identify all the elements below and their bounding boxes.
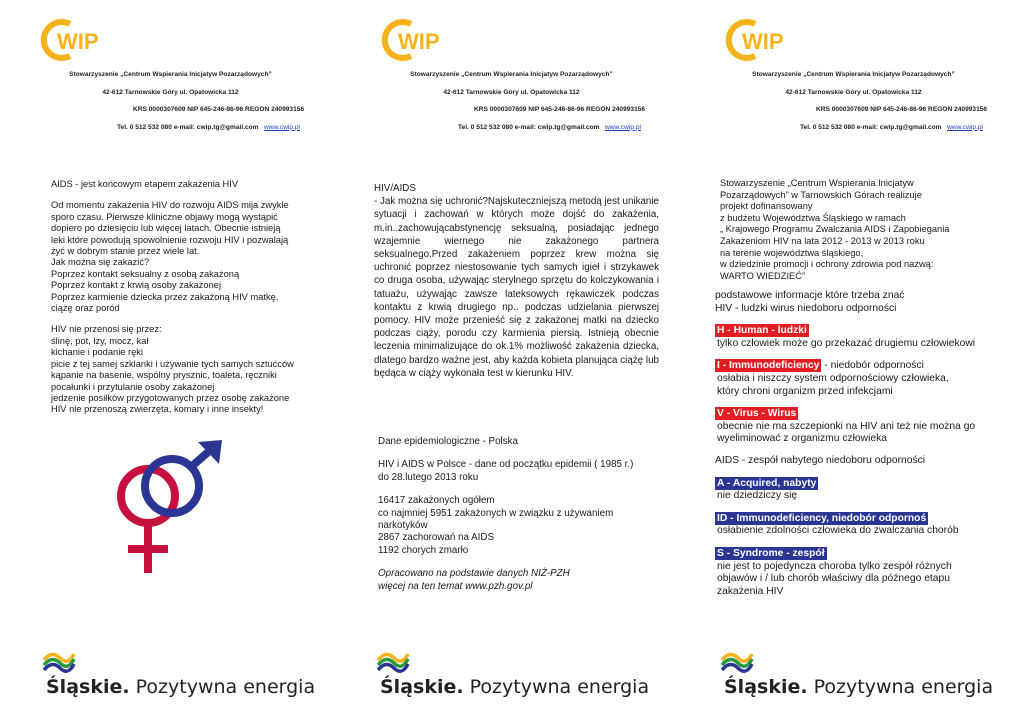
label-v: V - Virus - Wirus [717,408,797,420]
epi-title: Dane epidemiologiczne - Polska [378,436,518,447]
website-link[interactable]: www.cwip.pl [947,123,983,131]
org-address: 42-612 Tarnowskie Góry ul. Opatowicka 112 [443,88,580,96]
org-contact: Tel. 0 512 532 080 e-mail: cwip.tg@gmail.com [800,123,942,131]
hiv-facts-text [51,179,313,416]
glossary-h: H - Human - ludzki tylko człowiek może go przekazać drugiemu człowiekowi [717,325,976,349]
slaskie-emblem-icon [374,640,410,676]
panel-2 [341,0,682,725]
glossary-lead: podstawowe informacje które trzeba znać HIV - ludzki wirus niedoboru odporności [715,290,905,314]
glossary-s: S - Syndrome - zespół nie jest to pojedyncza choroba tylko zespół różnych objawów i / lub chorób właściwy dla późnego etapu zakażenia HIV [717,547,952,597]
project-intro: Stowarzyszenie „Centrum Wspierania Inicjatyw Pozarządowych” w Tarnowskich Górach realizuje projekt dofinansowany z budżetu Województwa Śląskiego w ramach „ Krajowego Programu Zwalczania AIDS i Zapobiegania Zakażeniom HIV na lata 2012 - 2013 w 2013 roku na terenie województwa śląskiego, w dziedzinie promocji i ochrony zdrowia pod nazwą: WARTO WIEDZIEĆ” [720,178,950,281]
label-s: S - Syndrome - zespół [717,547,825,559]
cwip-logo [40,18,120,62]
org-contact: Tel. 0 512 532 080 e-mail: cwip.tg@gmail.com [458,123,600,131]
svg-text:WIP: WIP [742,29,784,54]
org-contact: Tel. 0 512 532 080 e-mail: cwip.tg@gmail.com [117,123,259,131]
cwip-logo [725,18,805,62]
glossary-v: V - Virus - Wirus obecnie nie ma szczepionki na HIV ani też nie można go wyeliminować z organizmu człowieka [717,408,976,445]
cwip-logo [381,18,461,62]
gender-symbols-icon [112,440,232,580]
aids-intro: AIDS - jest końcowym etapem zakażenia HIV [51,179,239,189]
label-id: ID - Immunodeficiency, niedobór odpornoś [717,512,927,524]
epi-source: Opracowano na podstawie danych NIŻ-PZH więcej na ten temat www.pzh.gov.pl [378,568,570,592]
prevention-text [374,182,659,380]
slaskie-emblem-icon [718,640,754,676]
org-name: Stowarzyszenie „Centrum Wspierania Inicjatyw Pozarządowych” [410,71,613,78]
org-name: Stowarzyszenie „Centrum Wspierania Inicjatyw Pozarządowych” [69,71,272,78]
epidemiology-text [378,436,678,593]
glossary-a: A - Acquired, nabyty nie dziedziczy się [717,477,817,502]
org-address: 42-612 Tarnowskie Góry ul. Opatowicka 112 [102,88,239,96]
glossary-id: ID - Immunodeficiency, niedobór odpornoś osłabienie zdolności człowieka do zwalczania chorób [717,512,959,537]
org-header [683,66,1024,136]
glossary-i: I - Immunodeficiency - niedobór odporności osłabia i niszczy system odpornościowy człowieka, który chroni organizm przed infekcjami [717,360,949,397]
svg-text:WIP: WIP [398,29,440,54]
org-name: Stowarzyszenie „Centrum Wspierania Inicjatyw Pozarządowych” [752,71,955,78]
slaskie-brand: Śląskie. Pozytywna energia [374,640,682,676]
org-address: 42-612 Tarnowskie Góry ul. Opatowicka 112 [785,88,922,96]
website-link[interactable]: www.cwip.pl [605,123,641,131]
panel-1 [0,0,341,725]
epi-stats: 16417 zakażonych ogółem co najmniej 5951 zakażonych w związku z używaniem narkotyków 2867 zachorowań na AIDS 1192 chorych zmarło [378,495,614,556]
org-ids: KRS 0000307609 NIP 645-246-86-96 REGON 240993156 [474,106,646,113]
slaskie-emblem-icon [40,640,76,676]
non-transmission-info: HIV nie przenosi się przez: ślinę, pot, łzy, mocz, kał kichanie i podanie ręki picie z tej samej szklanki i używanie tych samych sztućców kąpanie na basenie, wspólny prysznic, toaleta, ręczniki pocałunki i przytulanie osoby zakażonej jedzenie posiłków przygotowanych przez osobę zakażone HIV nie przenoszą zwierzęta, komary i inne insekty! [51,324,294,415]
section-heading: HIV/AIDS [374,183,416,194]
org-header [341,66,682,136]
epi-range: HIV i AIDS w Polsce - dane od początku epidemii ( 1985 r.) do 28.lutego 2013 roku [378,459,634,483]
aids-definition: AIDS - zespół nabytego niedoboru odporności [715,454,926,466]
org-ids: KRS 0000307609 NIP 645-246-86-96 REGON 240993156 [133,106,305,113]
org-header [0,66,341,136]
infection-info: Od momentu zakażenia HIV do rozwoju AIDS mija zwykle sporo czasu. Pierwsze kliniczne objawy mogą wystąpić dopiero po dziesięciu lub więcej latach. Obecnie istnieją leki które powodują spowolnienie rozwoju HIV i pozwalają żyć w dobrym stanie przez wiele lat. Jak można się zakazić? Poprzez kontakt seksualny z osobą zakażoną Poprzez kontakt z krwią osoby zakażonej Poprzez karmienie dziecka przez zakażoną HIV matkę, ciążę oraz poród [51,200,289,314]
label-i: I - Immunodeficiency [717,360,820,372]
hiv-aids-glossary [715,290,1005,598]
label-h: H - Human - ludzki [717,325,807,337]
prevention-body: - Jak można się uchronić?Najskuteczniejszą metodą jest unikanie sytuacji i zachowań w których może dojść do zakażenia, m.in..zachowującabstynencję seksualną, posiadając jednego wzajemnie wiernego nie zakażonego partnera seksualnego.Przed zakażeniem poprzez krew można się uchronić poprzez niestosowanie tych samych igieł i strzykawek co druga osoba, używając sterylnego sprzętu do kolczykowania i tatuażu, używając zawsze lateksowych rękawiczek podczas kontaktu z krwią drugiego np.. podczas udzielania pierwszej pomocy. HIV może przenieść się z zakażonej matki na dziecko podczas ciąży, porodu czy karmienia piersią. Istnieją obecnie leczenia minimalizujące do ok.1% możliwość zakażenia dziecka, dlatego bardzo ważne jest, aby każda kobieta planująca ciążę lub będąca w ciąży wykonała test w kierunku HIV. [374,196,659,379]
slaskie-brand: Śląskie. Pozytywna energia [718,640,1024,676]
website-link[interactable]: www.cwip.pl [264,123,300,131]
org-ids: KRS 0000307609 NIP 645-246-86-96 REGON 240993156 [816,106,988,113]
slaskie-brand: Śląskie. Pozytywna energia [40,640,341,676]
label-a: A - Acquired, nabyty [717,477,817,489]
panel-3 [683,0,1024,725]
svg-text:WIP: WIP [57,29,99,54]
